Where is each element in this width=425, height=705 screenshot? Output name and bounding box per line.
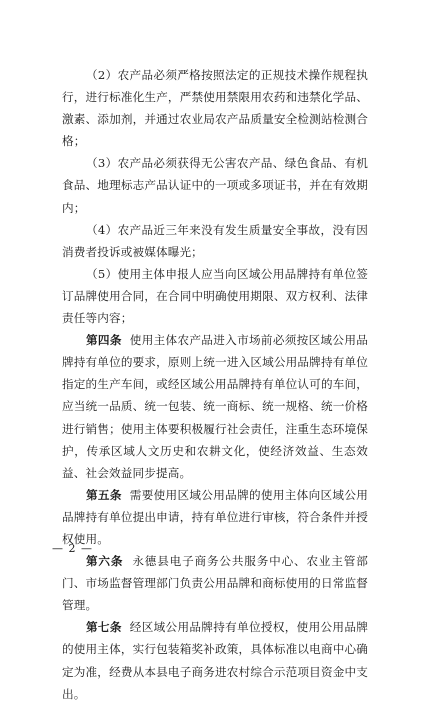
document-body (62, 64, 368, 705)
article-5 (62, 484, 368, 550)
article-text: 永德县电子商务公共服务中心、农业主管部门、市场监督管理部门负责公用品牌和商标使用的日常监督管理。 (62, 554, 368, 613)
page-number: — 2 — (52, 542, 93, 555)
article-heading: 第五条 (86, 487, 122, 502)
article-text: 经区域公用品牌持有单位授权，使用公用品牌的使用主体，实行包装箱奖补政策，具体标准以电商中心确定为准，经费从本县电子商务进农村综合示范项目资金中支出。 (62, 620, 369, 701)
paragraph-text: （3）农产品必须获得无公害农产品、绿色食品、有机食品、地理标志产品认证中的一项或多项证书，并在有效期内； (62, 156, 368, 215)
article-heading: 第四条 (86, 333, 122, 348)
article-4 (62, 329, 368, 484)
article-heading: 第七条 (86, 620, 122, 635)
clause-item-4 (62, 219, 368, 263)
paragraph-text: （4）农产品近三年来没有发生质量安全事故，没有因消费者投诉或被媒体曝光； (62, 222, 368, 259)
article-6 (62, 550, 368, 616)
paragraph-text: （5）使用主体申报人应当向区域公用品牌持有单位签订品牌使用合同，在合同中明确使用期限、双方权利、法律责任等内容； (62, 266, 368, 326)
article-text: 使用主体农产品进入市场前必须按区域公用品牌持有单位的要求，原则上统一进入区域公用品牌持有单位指定的生产车间，或经区域公用品牌持有单位认可的车间，应当统一品质、统一包装、统一商标、统一规格、统一价格进行销售；使用主体要积极履行社会责任，注重生态环境保护，传承区域人文历史和农耕文化，使经济效益、生态效益、社会效益同步提高。 (62, 333, 369, 480)
paragraph-text: （2）农产品必须严格按照法定的正规技术操作规程执行，进行标准化生产，严禁使用禁限用农药和违禁化学品、激素、添加剂，并通过农业局农产品质量安全检测站检测合格； (62, 68, 368, 149)
article-heading: 第六条 (86, 554, 124, 569)
clause-item-3 (62, 152, 368, 218)
article-7 (62, 616, 368, 704)
article-text: 需要使用区域公用品牌的使用主体向区域公用品牌持有单位提出申请，持有单位进行审核，符合条件并授权使用。 (62, 487, 369, 546)
clause-item-5 (62, 263, 368, 329)
clause-item-2 (62, 64, 368, 152)
